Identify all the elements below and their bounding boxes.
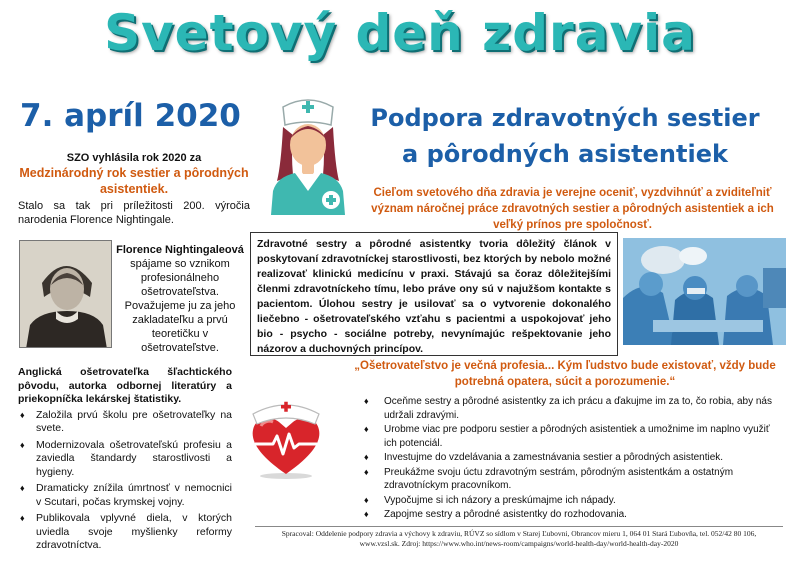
list-item: ♦ Dramaticky znížila úmrtnosť v nemocnici v Scutari, počas krymskej vojny.: [18, 482, 232, 509]
page-title: Svetový deň zdravia: [104, 4, 696, 62]
bio-list: [18, 409, 232, 553]
footer-line-2: www.vzsl.sk. Zdroj: https://www.who.int/news-room/campaigns/world-health-day/world-health-day-2020: [359, 539, 679, 548]
subheading: [355, 100, 775, 172]
footer: [255, 526, 783, 549]
list-item: ♦ Preukážme svoju úctu zdravotným sestrám, pôrodným asistentkám a ostatným zdravotníckym pracovníkom.: [360, 466, 772, 493]
main-text-box: Zdravotné sestry a pôrodné asistentky tvoria dôležitý článok v poskytovaní zdravotníckej starostlivosti, bez ktorých by nebolo možné realizovať klinickú medicínu v praxi. Stávajú sa čoraz dôležitejšími členmi zdravotníckeho tímu, lebo práve ony sú v najužšom kontakte s pacientom. Úlohou sestry je usilovať sa o vytvorenie dokonalého liečebno - ošetrovateľského vzťahu s pacientmi a uspokojovať jeho bio - psycho - sociálne potreby, nevynímajúc rešpektovanie jeho názorov a duchovných princípov.: [250, 232, 618, 356]
subheading-line-1: Podpora zdravotných sestier: [370, 104, 760, 132]
list-item: ♦ Vypočujme si ich názory a preskúmajme ich nápady.: [360, 494, 772, 508]
event-date: 7. apríl 2020: [20, 98, 241, 134]
florence-portrait: [19, 240, 112, 348]
florence-bio: [18, 366, 232, 556]
bio-intro: Anglická ošetrovateľka šľachtického pôvodu, autorka odbornej literatúry a priekopníčka lekárskej štatistiky.: [18, 366, 232, 405]
nightingale-quote: „Ošetrovateľstvo je večná profesia... Kým ľudstvo bude existovať, vždy bude potrebná opatera, súcit a porozumenie.“: [354, 360, 776, 388]
list-item: ♦ Založila prvú školu pre ošetrovateľky na svete.: [18, 409, 232, 436]
list-item: ♦ Urobme viac pre podporu sestier a pôrodných asistentiek a umožnime im naplno využiť ich potenciál.: [360, 423, 772, 450]
florence-description: [116, 243, 244, 355]
florence-name: Florence Nightingaleová: [116, 244, 244, 256]
subheading-line-2: a pôrodných asistentiek: [402, 140, 728, 168]
action-list: [360, 395, 772, 523]
list-item: ♦ Publikovala vplyvné diela, v ktorých uviedla svoje myšlienky reformy zdravotníctva.: [18, 512, 232, 553]
list-item: ♦ Oceňme sestry a pôrodné asistentky za ich prácu a ďakujme im za to, čo robia, aby nás udržali zdravými.: [360, 395, 772, 422]
heart-icon: [247, 396, 325, 480]
footer-line-1: Spracoval: Oddelenie podpory zdravia a výchovy k zdraviu, RÚVZ so sídlom v Starej Ľubovni, Obrancov mieru 1, 064 01 Stará Ľubovňa, tel. 052/42 80 106,: [281, 529, 757, 538]
list-item: ♦ Investujme do vzdelávania a zamestnávania sestier a pôrodných asistentiek.: [360, 451, 772, 465]
florence-text: spájame so vznikom profesionálneho ošetrovateľstva. Považujeme ju za jeho zakladateľku a prvú teoretičku v ošetrovateľstve.: [124, 258, 236, 354]
who-announcement: [18, 151, 250, 227]
surgery-photo: [623, 238, 786, 345]
who-line-2: Medzinárodný rok sestier a pôrodných asistentiek.: [19, 166, 249, 196]
list-item: ♦ Zapojme sestry a pôrodné asistentky do rozhodovania.: [360, 508, 772, 522]
nurse-icon: [263, 95, 353, 215]
who-line-1: SZO vyhlásila rok 2020 za: [66, 152, 202, 164]
list-item: ♦ Modernizovala ošetrovateľskú profesiu a zaviedla štandardy starostlivosti a hygieny.: [18, 439, 232, 480]
who-line-3: Stalo sa tak pri príležitosti 200. výročia narodenia Florence Nightingale.: [18, 200, 250, 226]
campaign-aim: Cieľom svetového dňa zdravia je verejne oceniť, vyzdvihnúť a zviditeľniť význam náročnej práce zdravotných sestier a pôrodných asistentiek a ich veľký prínos pre spoločnosť.: [371, 187, 774, 231]
